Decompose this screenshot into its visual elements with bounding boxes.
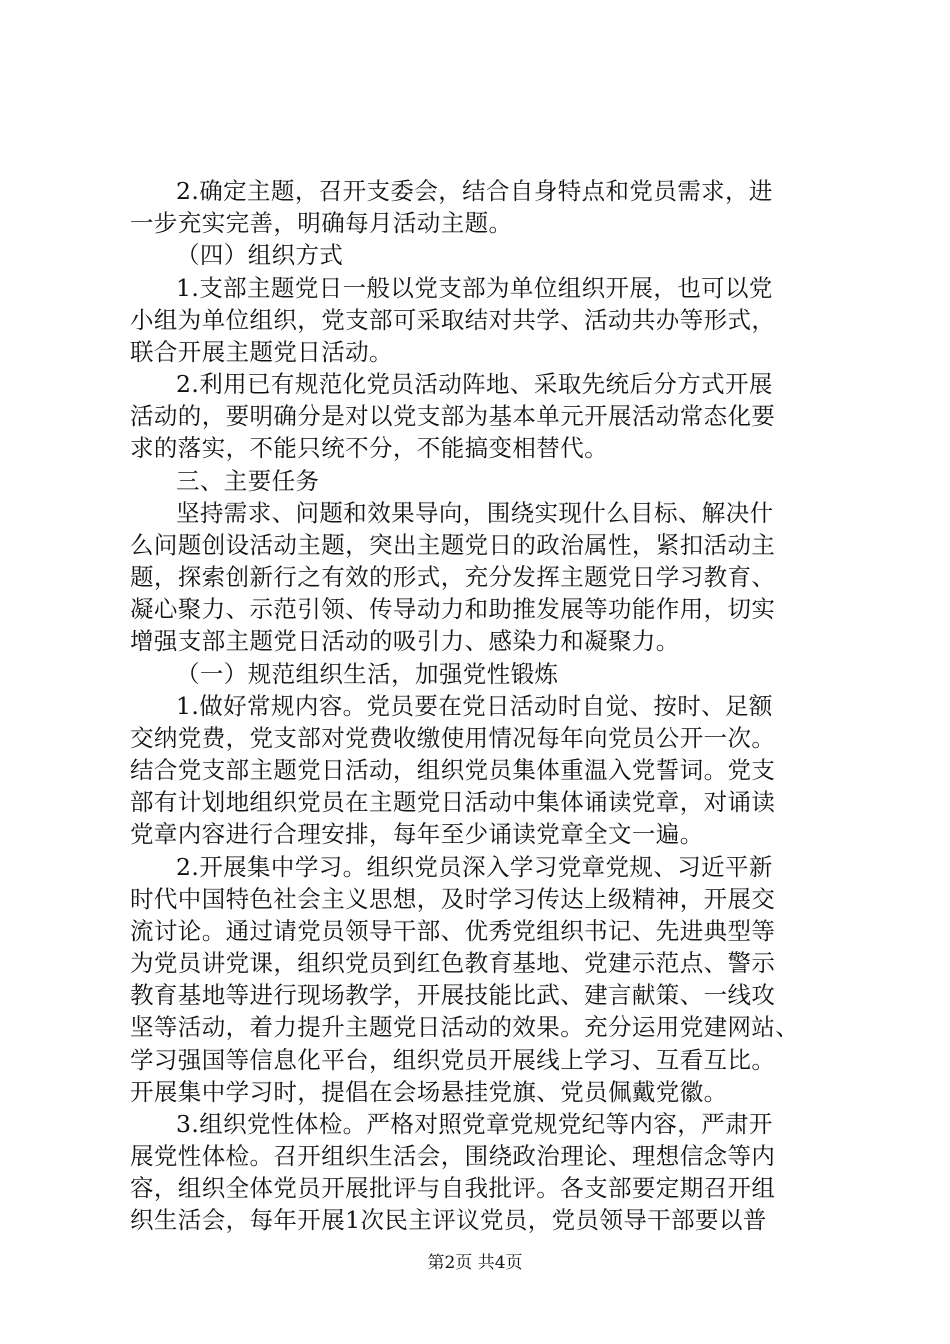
text-line: 2.利用已有规范化党员活动阵地、采取先统后分方式开展 — [176, 370, 773, 398]
text-line: 坚等活动，着力提升主题党日活动的效果。充分运用党建网站、 — [130, 1013, 800, 1041]
text-line: 凝心聚力、示范引领、传导动力和助推发展等功能作用，切实 — [130, 595, 776, 623]
text-line: 为党员讲党课，组织党员到红色教育基地、党建示范点、警示 — [130, 949, 776, 977]
text-line: 流讨论。通过请党员领导干部、优秀党组织书记、先进典型等 — [130, 917, 776, 945]
section-heading: （四）组织方式 — [176, 241, 344, 269]
section-heading: （一）规范组织生活，加强党性锻炼 — [176, 660, 559, 688]
text-line: 1.做好常规内容。党员要在党日活动时自觉、按时、足额 — [176, 692, 773, 720]
text-line: 么问题创设活动主题，突出主题党日的政治属性，紧扣活动主 — [130, 531, 776, 559]
text-line: 一步充实完善，明确每月活动主题。 — [130, 209, 513, 237]
text-line: 教育基地等进行现场教学，开展技能比武、建言献策、一线攻 — [130, 981, 776, 1009]
text-line: 题，探索创新行之有效的形式，充分发挥主题党日学习教育、 — [130, 563, 776, 591]
text-line: 坚持需求、问题和效果导向，围绕实现什么目标、解决什 — [176, 499, 774, 527]
text-line: 增强支部主题党日活动的吸引力、感染力和凝聚力。 — [130, 627, 680, 655]
text-line: 交纳党费，党支部对党费收缴使用情况每年向党员公开一次。 — [130, 724, 776, 752]
text-line: 容，组织全体党员开展批评与自我批评。各支部要定期召开组 — [130, 1174, 776, 1202]
text-line: 联合开展主题党日活动。 — [130, 338, 393, 366]
section-heading: 三、主要任务 — [176, 467, 320, 495]
text-line: 时代中国特色社会主义思想，及时学习传达上级精神，开展交 — [130, 885, 776, 913]
text-line: 2.确定主题，召开支委会，结合自身特点和党员需求，进 — [176, 177, 773, 205]
text-line: 求的落实，不能只统不分，不能搞变相替代。 — [130, 434, 608, 462]
text-line: 织生活会，每年开展1次民主评议党员，党员领导干部要以普 — [130, 1206, 767, 1234]
text-line: 小组为单位组织，党支部可采取结对共学、活动共办等形式， — [130, 306, 776, 334]
text-line: 部有计划地组织党员在主题党日活动中集体诵读党章，对诵读 — [130, 788, 776, 816]
page-number-footer: 第2页 共4页 — [427, 1253, 523, 1273]
text-line: 结合党支部主题党日活动，组织党员集体重温入党誓词。党支 — [130, 756, 776, 784]
text-line: 1.支部主题党日一般以党支部为单位组织开展，也可以党 — [176, 274, 773, 302]
text-line: 3.组织党性体检。严格对照党章党规党纪等内容，严肃开 — [176, 1110, 773, 1138]
text-line: 党章内容进行合理安排，每年至少诵读党章全文一遍。 — [130, 820, 704, 848]
text-line: 学习强国等信息化平台，组织党员开展线上学习、互看互比。 — [130, 1046, 776, 1074]
text-line: 活动的，要明确分是对以党支部为基本单元开展活动常态化要 — [130, 402, 776, 430]
text-line: 展党性体检。召开组织生活会，围绕政治理论、理想信念等内 — [130, 1142, 776, 1170]
text-line: 2.开展集中学习。组织党员深入学习党章党规、习近平新 — [176, 853, 773, 881]
text-line: 开展集中学习时，提倡在会场悬挂党旗、党员佩戴党徽。 — [130, 1078, 728, 1106]
